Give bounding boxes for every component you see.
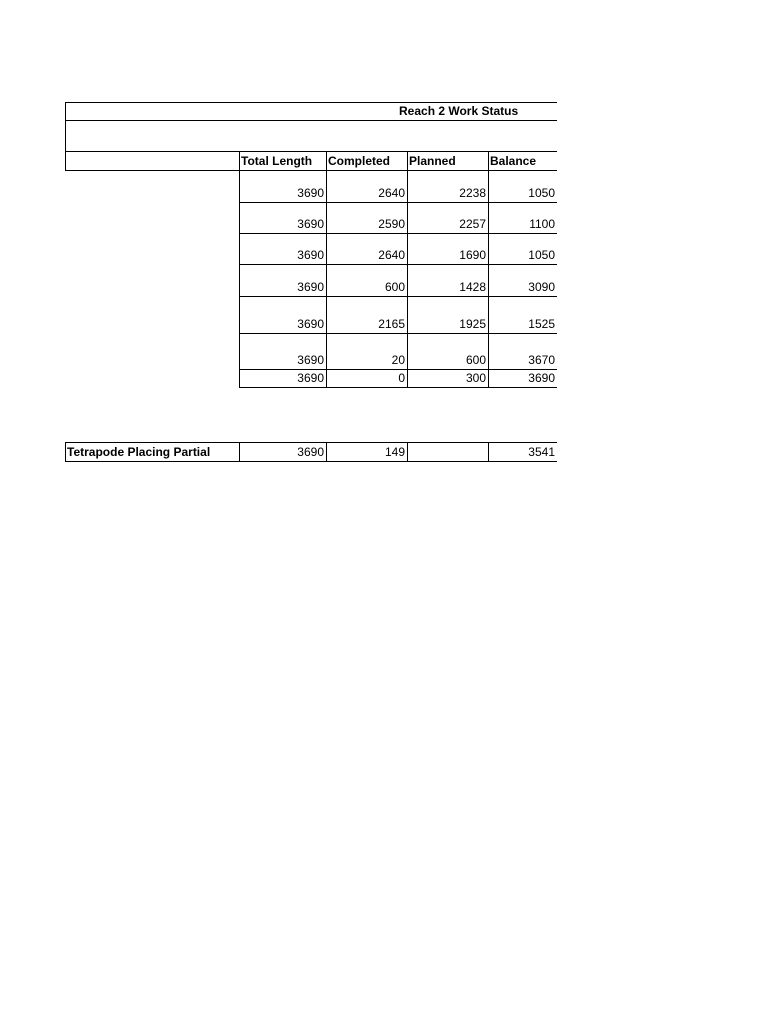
table-cell: 0	[398, 371, 405, 385]
grid-line	[65, 442, 66, 462]
table-cell: 3690	[297, 371, 324, 385]
grid-line	[239, 151, 240, 171]
grid-line	[65, 102, 557, 103]
table-cell: 600	[465, 353, 486, 367]
table-cell: 3690	[297, 280, 324, 294]
table-cell: 3690	[528, 371, 555, 385]
grid-line	[65, 120, 557, 121]
table-cell: 2238	[459, 186, 486, 200]
table-cell: 3670	[528, 353, 555, 367]
summary-total: 3690	[297, 445, 324, 459]
summary-label: Tetrapode Placing Partial	[67, 445, 211, 459]
table-cell: 3690	[297, 248, 324, 262]
header-planned: Planned	[409, 154, 456, 168]
grid-line	[239, 387, 557, 388]
grid-line	[65, 102, 66, 171]
table-cell: 1100	[529, 217, 555, 231]
table-cell: 1050	[528, 248, 555, 262]
grid-line	[407, 151, 408, 171]
table-cell: 2640	[378, 186, 405, 200]
grid-line	[239, 202, 557, 203]
table-cell: 20	[391, 353, 405, 367]
table-cell: 3690	[297, 217, 324, 231]
grid-line	[65, 151, 557, 152]
grid-line	[488, 151, 489, 171]
table-cell: 2257	[459, 217, 486, 231]
table-cell: 1050	[528, 186, 555, 200]
grid-line	[239, 233, 557, 234]
grid-line	[326, 151, 327, 171]
table-cell: 600	[384, 280, 405, 294]
table-cell: 3690	[297, 353, 324, 367]
sheet-title: Reach 2 Work Status	[399, 104, 519, 118]
grid-line	[239, 333, 557, 334]
summary-completed: 149	[384, 445, 405, 459]
table-cell: 3690	[297, 186, 324, 200]
grid-line	[407, 442, 408, 462]
table-cell: 1690	[459, 248, 486, 262]
table-cell: 3690	[297, 317, 324, 331]
summary-balance: 3541	[528, 445, 555, 459]
grid-line	[239, 369, 557, 370]
grid-line	[65, 170, 557, 171]
table-cell: 1525	[528, 317, 555, 331]
grid-line	[239, 264, 557, 265]
header-total-length: Total Length	[241, 154, 313, 168]
table-cell: 3090	[528, 280, 555, 294]
header-completed: Completed	[328, 154, 391, 168]
table-cell: 1925	[459, 317, 486, 331]
grid-line	[65, 461, 557, 462]
table-cell: 300	[465, 371, 486, 385]
table-cell: 2640	[378, 248, 405, 262]
header-balance: Balance	[490, 154, 537, 168]
table-cell: 2590	[378, 217, 405, 231]
table-cell: 1428	[459, 280, 486, 294]
table-cell: 2165	[378, 317, 405, 331]
grid-line	[239, 296, 557, 297]
grid-line	[65, 442, 557, 443]
